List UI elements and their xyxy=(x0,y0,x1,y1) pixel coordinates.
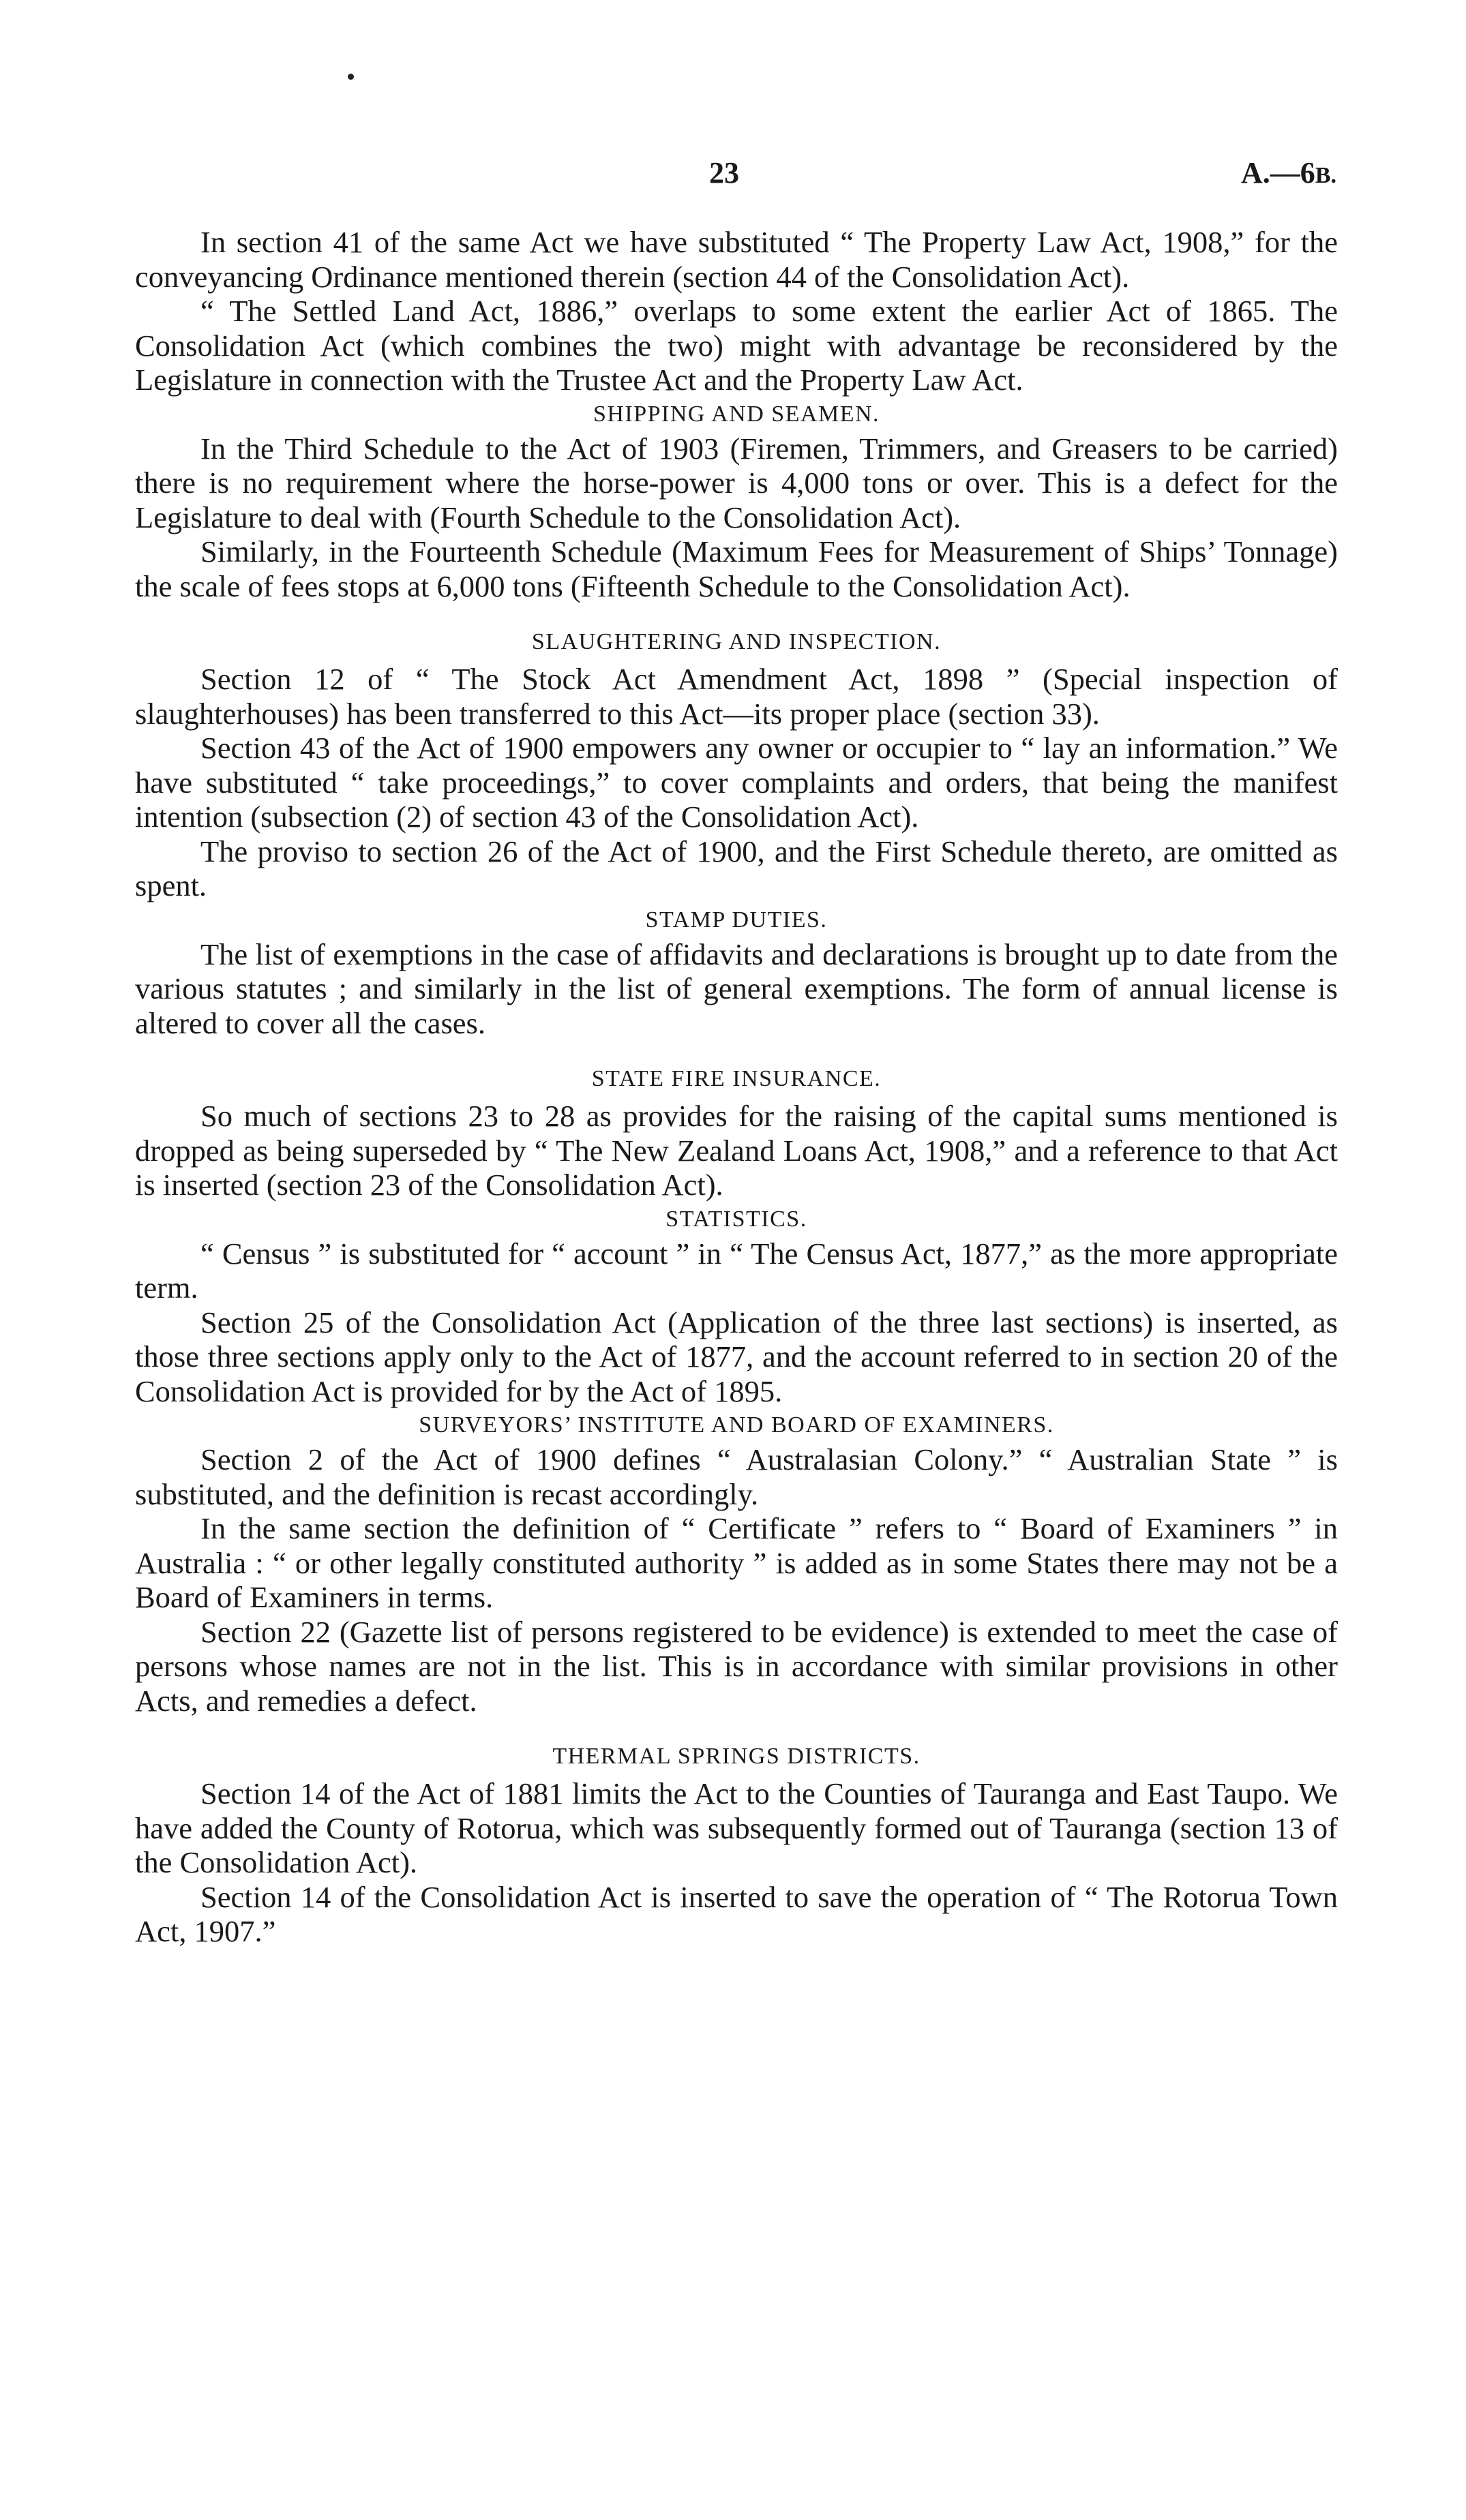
paragraph: Section 25 of the Consolidation Act (Application of the three last sections) is inserted, as those three sections apply only to the Act of 1877, and the account referred to in section 20 of the Consolidation Act is provided for by the Act of 1895. xyxy=(135,1305,1338,1408)
section-heading-statistics: STATISTICS. xyxy=(665,1206,807,1232)
document-reference-suffix: B. xyxy=(1315,163,1336,188)
page-number: 23 xyxy=(709,156,739,189)
print-mark xyxy=(348,74,354,80)
paragraph: So much of sections 23 to 28 as provides for the raising of the capital sums mentioned is dropped as being superseded by “ The New Zealand Loans Act, 1908,” and a reference to that Act is inserted (section 23 of the Consolidation Act). xyxy=(135,1099,1338,1202)
document-body xyxy=(135,225,1338,1949)
paragraph: Section 43 of the Act of 1900 empowers any owner or occupier to “ lay an information.” We have substituted “ take proceedings,” to cover complaints and orders, that being the manifest intention (subsection (2) of section 43 of the Consolidation Act). xyxy=(135,731,1338,834)
section-heading-slaughtering: SLAUGHTERING AND INSPECTION. xyxy=(531,629,942,654)
paragraph: Section 22 (Gazette list of persons registered to be evidence) is extended to meet the case of persons whose names are not in the list. This is in accordance with similar provisions in other Acts, and remedies a defect. xyxy=(135,1614,1338,1718)
page-header xyxy=(136,155,1336,196)
paragraph: The proviso to section 26 of the Act of 1900, and the First Schedule thereto, are omitted as spent. xyxy=(135,834,1338,902)
paragraph: Section 14 of the Act of 1881 limits the Act to the Counties of Tauranga and East Taupo. We have added the County of Rotorua, which was subsequently formed out of Tauranga (section 13 of the Consolidation Act). xyxy=(135,1776,1338,1879)
paragraph: Section 12 of “ The Stock Act Amendment Act, 1898 ” (Special inspection of slaughterhouses) has been transferred to this Act—its proper place (section 33). xyxy=(135,662,1338,731)
paragraph: The list of exemptions in the case of affidavits and declarations is brought up to date from the various statutes ; and similarly in the list of general exemptions. The form of annual license is altered to cover all the cases. xyxy=(135,937,1338,1040)
paragraph: In section 41 of the same Act we have substituted “ The Property Law Act, 1908,” for the conveyancing Ordinance mentioned therein (section 44 of the Consolidation Act). xyxy=(135,225,1338,294)
section-heading-shipping: SHIPPING AND SEAMEN. xyxy=(593,401,880,427)
paragraph: “ Census ” is substituted for “ account ” in “ The Census Act, 1877,” as the more appropriate term. xyxy=(135,1236,1338,1305)
section-heading-fire-insurance: STATE FIRE INSURANCE. xyxy=(591,1066,882,1091)
document-reference xyxy=(1241,155,1336,190)
paragraph: Section 14 of the Consolidation Act is inserted to save the operation of “ The Rotorua Town Act, 1907.” xyxy=(135,1879,1338,1948)
document-reference-main: A.—6 xyxy=(1241,156,1315,189)
paragraph: In the same section the definition of “ Certificate ” refers to “ Board of Examiners ” in Australia : “ or other legally constituted authority ” is added as in some States there may not be a Board of Examiners in terms. xyxy=(135,1511,1338,1614)
paragraph: In the Third Schedule to the Act of 1903 (Firemen, Trimmers, and Greasers to be carried) there is no requirement where the horse-power is 4,000 tons or over. This is a defect for the Legislature to deal with (Fourth Schedule to the Consolidation Act). xyxy=(135,431,1338,534)
paragraph: “ The Settled Land Act, 1886,” overlaps to some extent the earlier Act of 1865. The Consolidation Act (which combines the two) might with advantage be reconsidered by the Legislature in connection with the Trustee Act and the Property Law Act. xyxy=(135,294,1338,397)
paragraph: Section 2 of the Act of 1900 defines “ Australasian Colony.” “ Australian State ” is substituted, and the definition is recast accordingly. xyxy=(135,1442,1338,1511)
section-heading-surveyors: SURVEYORS’ INSTITUTE AND BOARD OF EXAMINERS. xyxy=(419,1412,1054,1438)
section-heading-thermal-springs: THERMAL SPRINGS DISTRICTS. xyxy=(552,1744,921,1769)
paragraph: Similarly, in the Fourteenth Schedule (Maximum Fees for Measurement of Ships’ Tonnage) the scale of fees stops at 6,000 tons (Fifteenth Schedule to the Consolidation Act). xyxy=(135,534,1338,603)
section-heading-stamp-duties: STAMP DUTIES. xyxy=(645,907,828,932)
